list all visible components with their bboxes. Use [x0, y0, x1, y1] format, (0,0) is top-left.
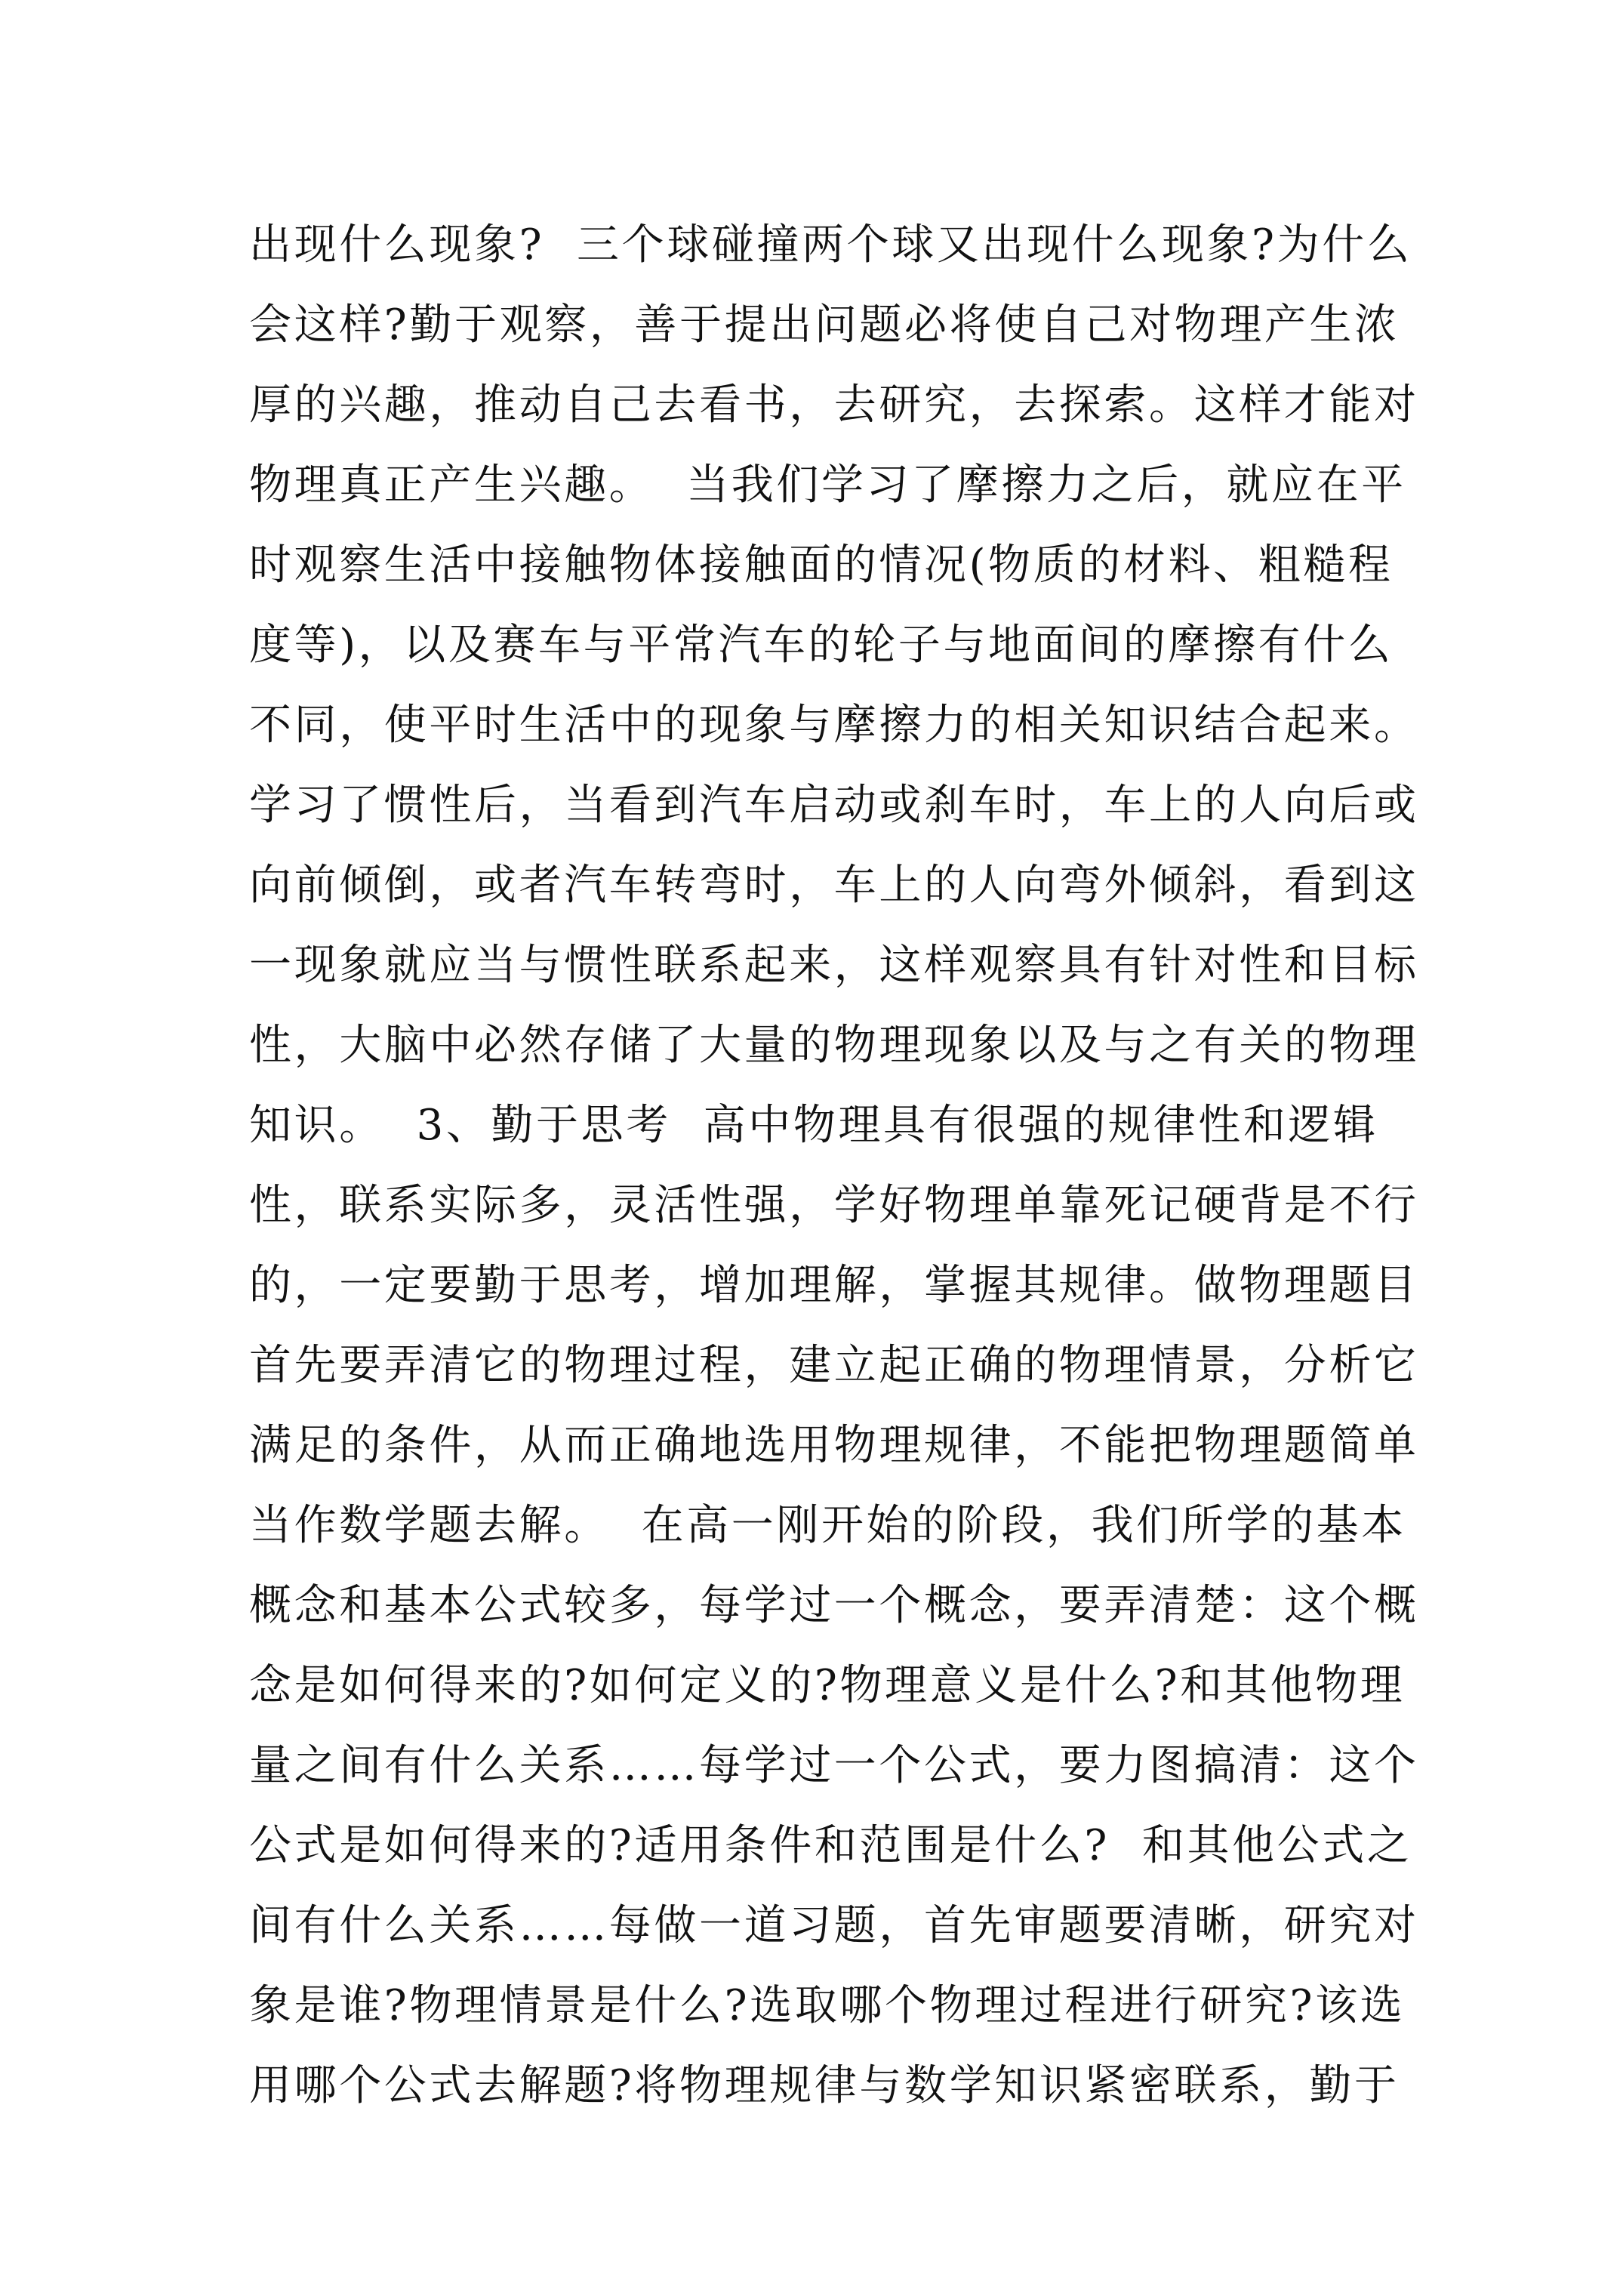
- text-line: 时观察生活中接触物体接触面的情况(物质的材料、粗糙程: [249, 541, 1394, 590]
- text-line: 学习了惯性后，当看到汽车启动或刹车时，车上的人向后或: [249, 781, 1419, 830]
- text-line: 用哪个公式去解题?将物理规律与数学知识紧密联系，勤于: [249, 2061, 1400, 2110]
- text-line: 量之间有什么关系……每学过一个公式，要力图搞清：这个: [249, 1741, 1419, 1790]
- text-line: 念是如何得来的?如何定义的?物理意义是什么?和其他物理: [249, 1661, 1406, 1710]
- text-line: 首先要弄清它的物理过程，建立起正确的物理情景，分析它: [249, 1341, 1419, 1390]
- text-line: 象是谁?物理情景是什么?选取哪个物理过程进行研究?该选: [249, 1981, 1406, 2030]
- text-line: 会这样?勤于观察，善于提出问题必将使自己对物理产生浓: [249, 300, 1400, 350]
- text-line: 知识。 3、勤于思考 高中物理具有很强的规律性和逻辑: [249, 1101, 1378, 1150]
- text-line: 概念和基本公式较多，每学过一个概念，要弄清楚：这个概: [249, 1581, 1419, 1630]
- text-line: 一现象就应当与惯性联系起来，这样观察具有针对性和目标: [249, 941, 1419, 990]
- text-line: 出现什么现象? 三个球碰撞两个球又出现什么现象?为什么: [249, 220, 1412, 270]
- text-line: 性，联系实际多，灵活性强，学好物理单靠死记硬背是不行: [249, 1181, 1419, 1230]
- text-line: 厚的兴趣，推动自己去看书，去研究，去探索。这样才能对: [249, 381, 1419, 430]
- text-line: 物理真正产生兴趣。 当我们学习了摩擦力之后，就应在平: [249, 461, 1406, 510]
- text-line: 间有什么关系……每做一道习题，首先审题要清晰，研究对: [249, 1901, 1419, 1950]
- text-line: 公式是如何得来的?适用条件和范围是什么? 和其他公式之: [249, 1821, 1412, 1870]
- text-line: 度等)，以及赛车与平常汽车的轮子与地面间的摩擦有什么: [249, 621, 1394, 670]
- text-line: 的，一定要勤于思考，增加理解，掌握其规律。做物理题目: [249, 1261, 1419, 1310]
- body-text: [249, 205, 1419, 2126]
- text-line: 满足的条件，从而正确地选用物理规律，不能把物理题简单: [249, 1421, 1419, 1470]
- text-line: 向前倾倒，或者汽车转弯时，车上的人向弯外倾斜，看到这: [249, 861, 1419, 910]
- text-line: 当作数学题去解。 在高一刚开始的阶段，我们所学的基本: [249, 1501, 1406, 1550]
- text-line: 不同，使平时生活中的现象与摩擦力的相关知识结合起来。: [249, 701, 1419, 750]
- text-line: 性，大脑中必然存储了大量的物理现象以及与之有关的物理: [249, 1021, 1419, 1070]
